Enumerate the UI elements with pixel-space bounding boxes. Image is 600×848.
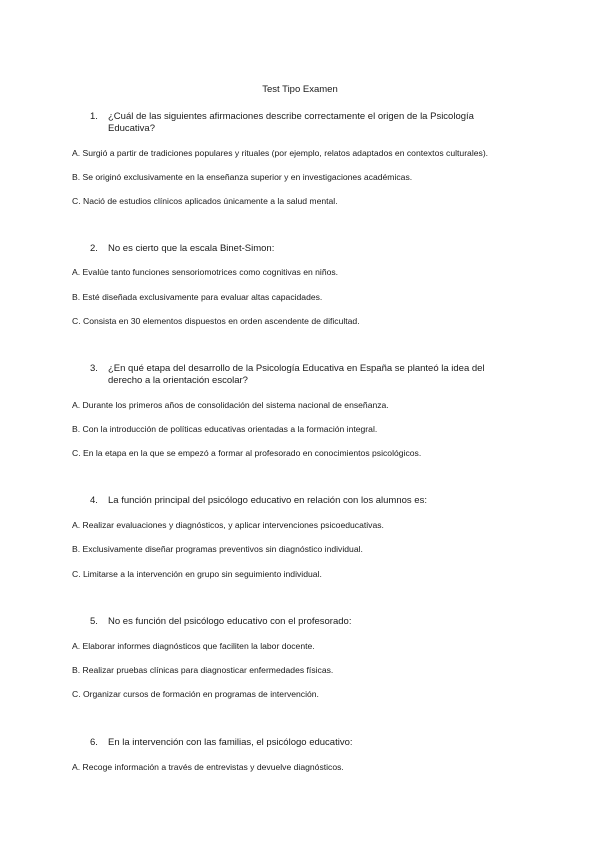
question-number: 5. (90, 616, 98, 627)
question-1 (90, 111, 510, 135)
question-text: No es función del psicólogo educativo con el profesorado: (108, 616, 352, 627)
question-2 (90, 243, 510, 255)
option-2c: C. Consista en 30 elementos dispuestos en orden ascendente de dificultad. (72, 316, 360, 326)
question-number: 6. (90, 737, 98, 748)
option-3c: C. En la etapa en la que se empezó a formar al profesorado en conocimientos psicológicos. (72, 448, 422, 458)
option-1a: A. Surgió a partir de tradiciones populares y rituales (por ejemplo, relatos adaptados en contextos culturales). (72, 148, 489, 158)
option-1b: B. Se originó exclusivamente en la enseñanza superior y en investigaciones académicas. (72, 172, 413, 182)
question-5 (90, 616, 510, 628)
question-number: 2. (90, 243, 98, 254)
question-number: 1. (90, 111, 98, 122)
question-text: No es cierto que la escala Binet-Simon: (108, 243, 275, 254)
question-number: 3. (90, 363, 98, 374)
option-1c: C. Nació de estudios clínicos aplicados únicamente a la salud mental. (72, 196, 338, 206)
question-6 (90, 737, 510, 749)
option-5c: C. Organizar cursos de formación en programas de intervención. (72, 689, 319, 699)
option-5b: B. Realizar pruebas clínicas para diagnosticar enfermedades físicas. (72, 665, 334, 675)
question-text: ¿Cuál de las siguientes afirmaciones describe correctamente el origen de la Psicología Educativa? (108, 111, 474, 134)
option-4c: C. Limitarse a la intervención en grupo sin seguimiento individual. (72, 569, 322, 579)
question-4 (90, 495, 510, 507)
option-5a: A. Elaborar informes diagnósticos que faciliten la labor docente. (72, 641, 315, 651)
option-2b: B. Esté diseñada exclusivamente para evaluar altas capacidades. (72, 292, 323, 302)
document-title: Test Tipo Examen (262, 84, 338, 95)
question-text: En la intervención con las familias, el psicólogo educativo: (108, 737, 353, 748)
option-6a: A. Recoge información a través de entrevistas y devuelve diagnósticos. (72, 762, 344, 772)
option-4a: A. Realizar evaluaciones y diagnósticos, y aplicar intervenciones psicoeducativas. (72, 520, 384, 530)
option-4b: B. Exclusivamente diseñar programas preventivos sin diagnóstico individual. (72, 544, 363, 554)
question-text: La función principal del psicólogo educativo en relación con los alumnos es: (108, 495, 427, 506)
question-number: 4. (90, 495, 98, 506)
question-3 (90, 363, 510, 387)
option-3a: A. Durante los primeros años de consolidación del sistema nacional de enseñanza. (72, 400, 389, 410)
option-2a: A. Evalúe tanto funciones sensoriomotrices como cognitivas en niños. (72, 267, 339, 277)
option-3b: B. Con la introducción de políticas educativas orientadas a la formación integral. (72, 424, 378, 434)
question-text: ¿En qué etapa del desarrollo de la Psicología Educativa en España se planteó la idea del derecho a la orientación escolar? (108, 363, 485, 386)
